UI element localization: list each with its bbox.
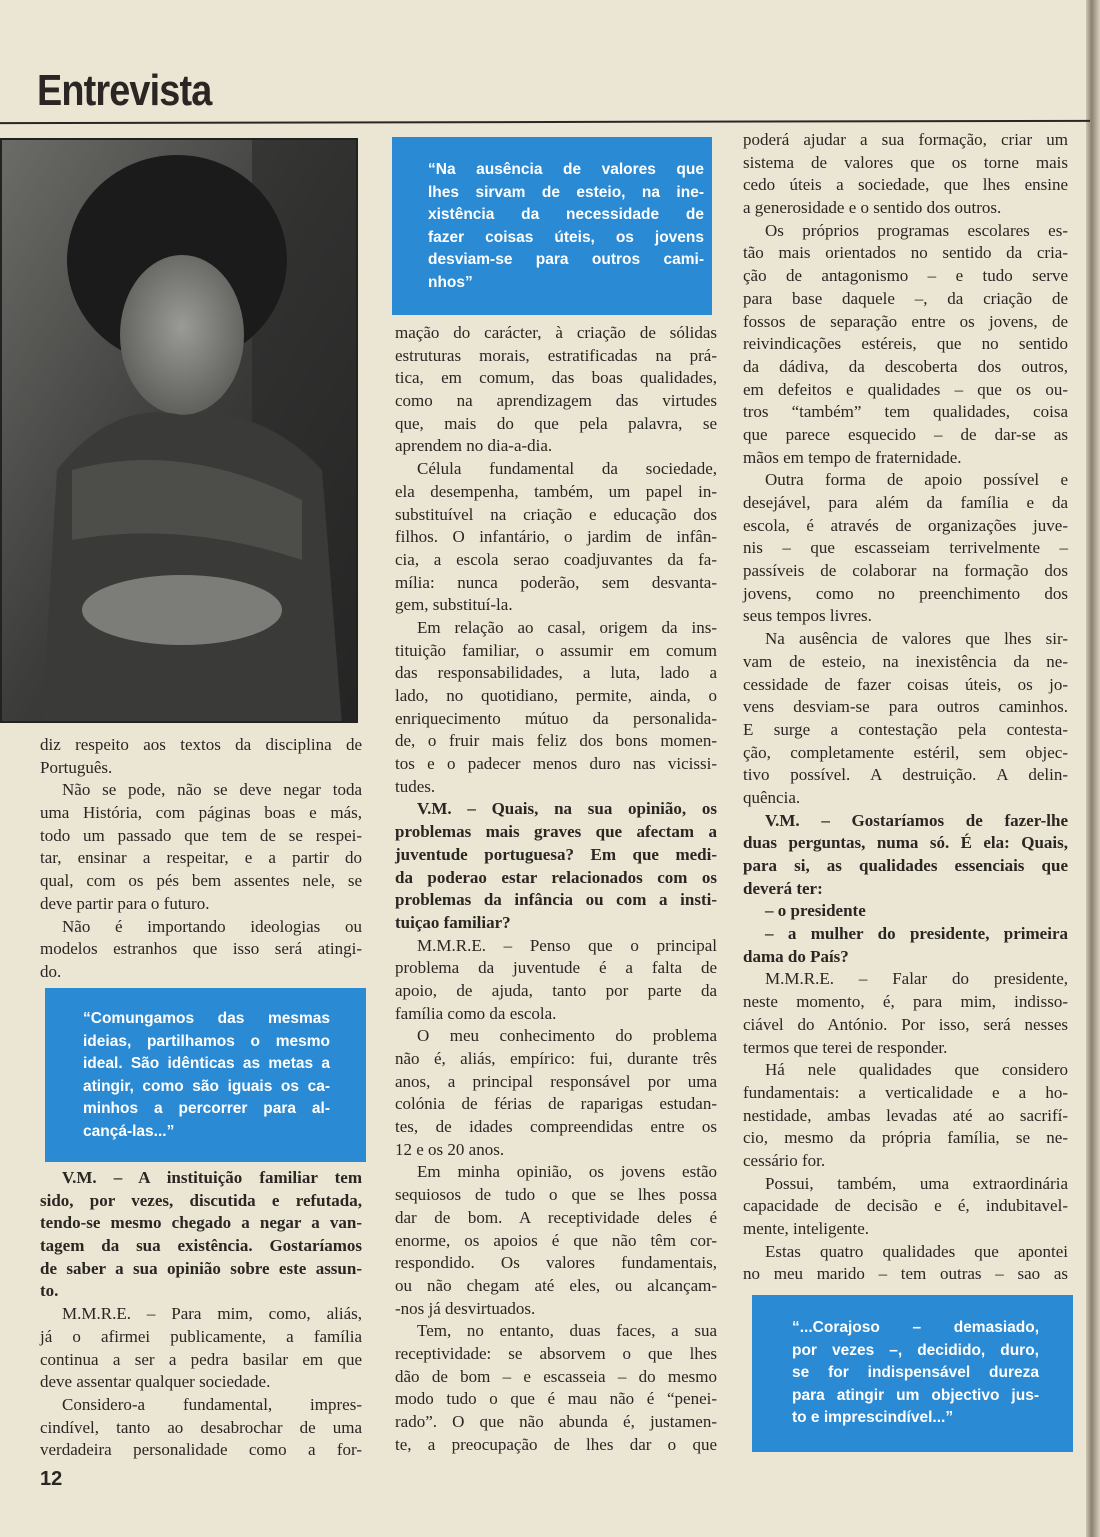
- text-line: Estas quatro qualidades que apontei: [765, 1241, 1068, 1261]
- interviewer-question: [743, 900, 1068, 923]
- paragraph: [743, 1173, 1068, 1241]
- text-line: mília: nunca poderão, sem desvanta-: [395, 572, 717, 592]
- paragraph: [743, 469, 1068, 628]
- text-line: problema da juventude é a falta de: [395, 958, 717, 978]
- text-line: tos e o padecer menos duro nas vicissi-: [395, 754, 717, 774]
- interviewer-question: [395, 798, 717, 934]
- column-right: [743, 129, 1068, 1286]
- text-line: a generosidade e o sentido dos outros.: [743, 198, 1002, 218]
- text-line: dão de bom – e escasseia – do mesmo: [395, 1366, 717, 1386]
- text-line: de, o fruir mais feliz dos bons momen-: [395, 731, 717, 751]
- paragraph: [40, 916, 362, 984]
- pull-quote-values: [392, 137, 712, 315]
- interviewer-question: [40, 1167, 362, 1303]
- text-line: tar, ensinar a respeitar, e a partir do: [40, 848, 362, 868]
- text-line: cessário for.: [743, 1150, 826, 1170]
- quote-line: atingir, como são iguais os ca-: [83, 1077, 330, 1095]
- next-page-edge: [1086, 0, 1100, 1537]
- text-line: E surge a contestação pela contesta-: [743, 719, 1068, 739]
- text-line: Possui, também, uma extraordinária: [765, 1173, 1068, 1193]
- text-line: escola, é através de organizações juve-: [743, 515, 1068, 535]
- text-line: neste momento, é, para mim, indisso-: [743, 992, 1068, 1012]
- text-line: colónia de férias de raparigas estudan-: [395, 1094, 717, 1114]
- text-line: respondido. Os valores fundamentais,: [395, 1253, 717, 1273]
- text-line: Célula fundamental da sociedade,: [417, 459, 717, 479]
- text-line: das responsabilidades, a luta, lado a: [395, 663, 717, 683]
- text-line: Considero-a fundamental, impres-: [62, 1394, 362, 1414]
- text-line: da dádiva, da descoberta dos outros,: [743, 356, 1068, 376]
- text-line: família como da escola.: [395, 1003, 557, 1023]
- paragraph: [40, 1303, 362, 1394]
- text-line: M.M.R.E. – Falar do presidente,: [765, 969, 1068, 989]
- text-line: fundamentais: a verticalidade e a ho-: [743, 1082, 1068, 1102]
- text-line: te, a preocupação de lhes dar o que: [395, 1434, 717, 1454]
- text-line: da poderao estar relacionados com os: [395, 867, 717, 887]
- text-line: uma História, com páginas boas e más,: [40, 803, 362, 823]
- paragraph: [395, 1320, 717, 1456]
- column-left-top: [40, 734, 362, 984]
- quote-line: nhos”: [428, 273, 473, 291]
- text-line: poderá ajudar a sua formação, criar um: [743, 130, 1068, 149]
- paragraph: [395, 1025, 717, 1161]
- text-line: no meu marido – tem outras – sao as: [743, 1264, 1068, 1284]
- paragraph: [40, 779, 362, 915]
- paragraph: [395, 458, 717, 617]
- paragraph: [40, 1394, 362, 1462]
- quote-line: por vezes –, decidido, duro,: [792, 1341, 1039, 1359]
- text-line: quência.: [743, 787, 801, 807]
- text-line: mente, inteligente.: [743, 1219, 870, 1238]
- text-line: enorme, os apoios é que não têm cor-: [395, 1230, 717, 1250]
- text-line: tudes.: [395, 776, 436, 796]
- text-line: filhos. O infantário, o jardim de infân-: [395, 527, 717, 547]
- text-line: reivindicações estéreis, que no sentido: [743, 334, 1068, 354]
- text-line: V.M. – Quais, na sua opinião, os: [417, 799, 717, 819]
- text-line: tes, de idades compreendidas entre os: [395, 1117, 717, 1137]
- text-line: to.: [40, 1281, 59, 1301]
- paragraph: [743, 1241, 1068, 1286]
- text-line: 12 e os 20 anos.: [395, 1139, 505, 1159]
- column-left-bottom: [40, 1167, 362, 1462]
- text-line: V.M. – Gostaríamos de fazer-lhe: [765, 810, 1068, 830]
- text-line: para si, as qualidades essenciais que: [743, 856, 1068, 875]
- text-line: nis – que escasseiam terrivelmente –: [743, 538, 1068, 558]
- text-line: mãos em tempo de fraternidade.: [743, 447, 962, 467]
- text-line: Outra forma de apoio possível e: [765, 470, 1068, 490]
- quote-line: desviam-se para outros cami-: [428, 251, 704, 269]
- text-line: como na aprendizagem das virtudes: [395, 391, 717, 411]
- text-line: deve assentar qualquer sociedade.: [40, 1372, 271, 1392]
- text-line: aprendem no dia-a-dia.: [395, 436, 553, 456]
- text-line: que, mais do que pela palavra, se: [395, 413, 717, 433]
- section-title: Entrevista: [37, 66, 212, 115]
- text-line: ela desempenha, também, um papel in-: [395, 481, 717, 501]
- paragraph: [395, 322, 717, 458]
- text-line: ciável do António. Por isso, será nesses: [743, 1014, 1068, 1034]
- text-line: cia, a escola serao coadjuvantes da fa-: [395, 549, 717, 569]
- text-line: seus tempos livres.: [743, 606, 872, 626]
- text-line: capacidade de decisão e é, indubitavel-: [743, 1196, 1068, 1216]
- text-line: problemas mais graves que afectam a: [395, 822, 717, 842]
- header-rule: [0, 120, 1090, 124]
- text-line: todo um passado que tem de se respei-: [40, 825, 362, 845]
- text-line: deve partir para o futuro.: [40, 893, 210, 913]
- column-middle: [395, 322, 717, 1456]
- text-line: do.: [40, 961, 62, 981]
- text-line: para base daquele –, da criação de: [743, 288, 1068, 308]
- text-line: – a mulher do presidente, primeira: [765, 924, 1068, 944]
- paragraph: [40, 734, 362, 779]
- paragraph: [395, 935, 717, 1026]
- text-line: que parece esquecido – de dar-se as: [743, 424, 1068, 444]
- text-line: M.M.R.E. – Penso que o principal: [417, 935, 717, 955]
- text-line: juventude portuguesa? Em que medi-: [395, 844, 717, 864]
- quote-line: ideal. São idênticas as metas a: [83, 1055, 330, 1073]
- text-line: nestidade, ambas levadas até ao sacrifí-: [743, 1105, 1068, 1125]
- text-line: verdadeira personalidade como a for-: [40, 1440, 362, 1460]
- text-line: substituível na criação e educação dos: [395, 504, 717, 524]
- text-line: cindível, tanto ao desabrochar de uma: [40, 1417, 362, 1437]
- text-line: modo tudo o que é mau não é “penei-: [395, 1389, 717, 1409]
- text-line: ção de antagonismo – e tudo serve: [743, 266, 1068, 286]
- text-line: tros “também” tem qualidades, coisa: [743, 402, 1068, 422]
- paragraph: [395, 617, 717, 799]
- text-line: ou não chegam até eles, ou alcançam-: [395, 1275, 717, 1295]
- quote-line: lhes sirvam de esteio, na ine-: [428, 183, 704, 201]
- text-line: sido, por vezes, discutida e refutada,: [40, 1190, 362, 1210]
- quote-line: “Comungamos das mesmas: [83, 1010, 330, 1027]
- text-line: cedo úteis a sociedade, que lhes ensine: [743, 175, 1068, 195]
- portrait-photo: [0, 138, 358, 723]
- pull-quote-courage: [752, 1295, 1073, 1452]
- text-line: continua a ser a pedra basilar em que: [40, 1349, 362, 1369]
- quote-line: cançá-las...”: [83, 1122, 175, 1140]
- text-line: diz respeito aos textos da disciplina de: [40, 735, 362, 754]
- text-line: receptividade: se absorvem o que lhes: [395, 1343, 717, 1363]
- text-line: duas perguntas, numa só. É ela: Quais,: [743, 833, 1068, 853]
- text-line: termos que terei de responder.: [743, 1037, 948, 1057]
- text-line: de saber a sua opinião sobre este assun-: [40, 1258, 362, 1278]
- pull-quote-family: [45, 988, 366, 1162]
- text-line: lado, no quotidiano, permite, ainda, o: [395, 686, 717, 705]
- text-line: V.M. – A instituição familiar tem: [62, 1168, 362, 1187]
- interviewer-question: [743, 810, 1068, 901]
- text-line: já o afirmei publicamente, a família: [40, 1326, 362, 1346]
- text-line: Na ausência de valores que lhes sir-: [765, 629, 1068, 649]
- text-line: Não é importando ideologias ou: [62, 916, 362, 936]
- quote-line: ideias, partilhamos o mesmo: [83, 1032, 330, 1050]
- portrait-image: [2, 140, 358, 723]
- text-line: qual, com os pés bem assentes nele, se: [40, 871, 362, 891]
- text-line: M.M.R.E. – Para mim, como, aliás,: [62, 1304, 362, 1324]
- text-line: Português.: [40, 757, 113, 777]
- quote-line: xistência da necessidade de: [428, 206, 704, 224]
- paragraph: [743, 1059, 1068, 1172]
- quote-line: para atingir um objectivo jus-: [792, 1386, 1039, 1404]
- quote-line: fazer coisas úteis, os jovens: [428, 228, 704, 246]
- text-line: Há nele qualidades que considero: [765, 1060, 1068, 1080]
- text-line: Em minha opinião, os jovens estão: [417, 1162, 717, 1182]
- quote-line: se for indispensável dureza: [792, 1364, 1039, 1382]
- text-line: ção, completamente estéril, sem objec-: [743, 742, 1068, 762]
- text-line: cessidade de fazer coisas úteis, os jo-: [743, 674, 1068, 694]
- text-line: tuiçao familiar?: [395, 912, 511, 932]
- text-line: tão mais orientados no sentido da cria-: [743, 243, 1068, 263]
- paragraph: [743, 628, 1068, 810]
- text-line: sistema de valores que os torne mais: [743, 152, 1068, 172]
- text-line: modelos estranhos que isso será atingi-: [40, 939, 362, 959]
- text-line: problemas da infância ou com a insti-: [395, 890, 717, 910]
- text-line: tica, em comum, das boas qualidades,: [395, 368, 717, 388]
- quote-line: “...Corajoso – demasiado,: [792, 1319, 1039, 1336]
- text-line: gem, substituí-la.: [395, 595, 513, 615]
- text-line: – o presidente: [765, 901, 866, 921]
- quote-line: minhos a percorrer para al-: [83, 1100, 330, 1118]
- text-line: anos, a principal responsável por uma: [395, 1071, 717, 1091]
- text-line: tagem da sua existência. Gostaríamos: [40, 1236, 362, 1256]
- text-line: Tem, no entanto, duas faces, a sua: [417, 1321, 717, 1341]
- text-line: dar de bom. A receptividade deles é: [395, 1207, 717, 1227]
- text-line: em defeitos e qualidades – que os ou-: [743, 379, 1068, 399]
- text-line: cio, mesmo da própria família, se ne-: [743, 1128, 1068, 1148]
- paragraph: [395, 1161, 717, 1320]
- text-line: Os próprios programas escolares es-: [765, 220, 1068, 240]
- text-line: vam de esteio, na inexistência da ne-: [743, 651, 1068, 671]
- text-line: rado”. O que não abunda é, justamen-: [395, 1412, 717, 1431]
- paragraph: [743, 220, 1068, 470]
- text-line: O meu conhecimento do problema: [417, 1026, 717, 1046]
- text-line: Não se pode, não se deve negar toda: [62, 780, 362, 800]
- text-line: -nos já desvirtuados.: [395, 1298, 536, 1318]
- text-line: apoio, de ajuda, tanto por parte da: [395, 980, 717, 1000]
- page-number: 12: [40, 1468, 63, 1490]
- text-line: não é, aliás, empírico: fui, durante três: [395, 1049, 717, 1068]
- text-line: fossos de separação entre os jovens, de: [743, 311, 1068, 331]
- text-line: tendo-se mesmo chegado a negar a van-: [40, 1213, 362, 1233]
- quote-line: to e imprescindível...”: [792, 1409, 954, 1427]
- paragraph: [743, 129, 1068, 220]
- text-line: dama do País?: [743, 946, 849, 966]
- quote-line: “Na ausência de valores que: [428, 161, 704, 178]
- text-line: enriquecimento mútuo da personalida-: [395, 708, 717, 728]
- text-line: desejável, para além da família e da: [743, 493, 1068, 512]
- text-line: mação do carácter, à criação de sólidas: [395, 323, 717, 342]
- text-line: tivo possível. A destruição. A delin-: [743, 765, 1068, 785]
- text-line: passíveis de colaborar na formação dos: [743, 561, 1068, 581]
- text-line: estruturas morais, estratificadas na prá-: [395, 345, 717, 365]
- paragraph: [743, 968, 1068, 1059]
- text-line: tituição familiar, o assumir em comum: [395, 640, 717, 660]
- text-line: jovens, como no preenchimento dos: [743, 583, 1068, 603]
- text-line: vens desviam-se para outros caminhos.: [743, 697, 1068, 717]
- text-line: deverá ter:: [743, 878, 823, 898]
- interviewer-question: [743, 923, 1068, 968]
- text-line: sequiosos de tudo o que se lhes possa: [395, 1185, 717, 1205]
- text-line: Em relação ao casal, origem da ins-: [417, 617, 717, 637]
